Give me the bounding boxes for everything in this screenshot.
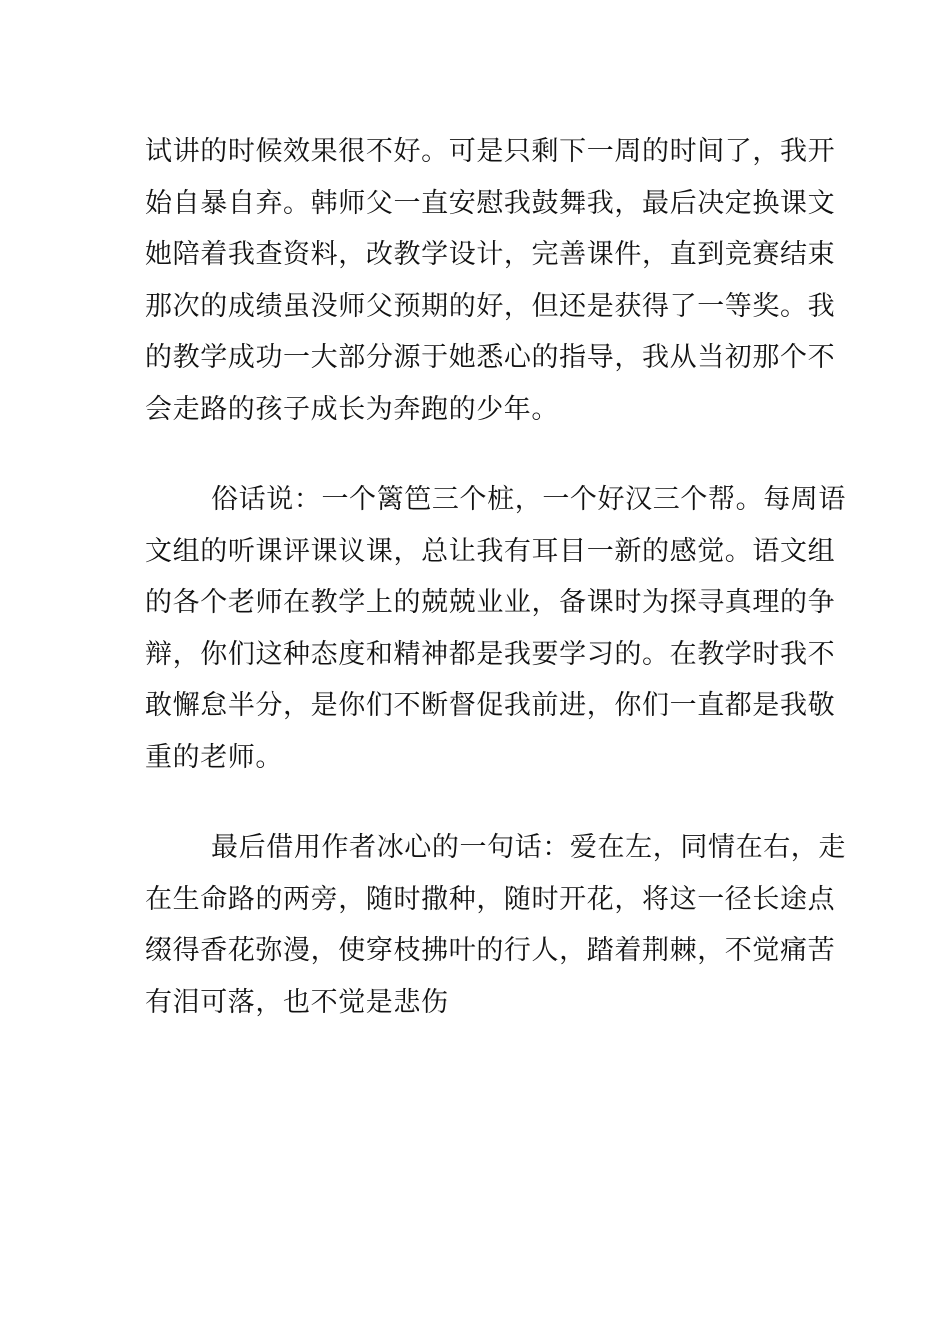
paragraph-line: 俗 话 说 ： 一 个 篱 笆 三 个 桩 ， 一 个 好 汉 三 个 帮 。 每 周 语 — [211, 484, 847, 515]
paragraph-1 — [145, 126, 836, 435]
paragraph-line: 那 次 的 成 绩 虽 没 师 父 预 期 的 好 ， 但 还 是 获 得 了 一 等 奖 。 我 — [145, 290, 836, 322]
paragraph-line: 始 自 暴 自 弃 。 韩 师 父 一 直 安 慰 我 鼓 舞 我 ， 最 后 决 定 换 课 文 — [145, 187, 836, 219]
paragraph-line: 重的老师。 — [145, 741, 283, 773]
paragraph-line: 辩 ， 你 们 这 种 态 度 和 精 神 都 是 我 要 学 习 的 。 在 教 学 时 我 不 — [145, 638, 836, 670]
paragraph-line: 文 组 的 听 课 评 课 议 课 ， 总 让 我 有 耳 目 一 新 的 感 觉 。 语 文 组 — [145, 535, 836, 567]
paragraph-line: 的 各 个 老 师 在 教 学 上 的 兢 兢 业 业 ， 备 课 时 为 探 寻 真 理 的 争 — [145, 587, 836, 618]
paragraph-line: 敢 懈 怠 半 分 ， 是 你 们 不 断 督 促 我 前 进 ， 你 们 一 直 都 是 我 敬 — [145, 690, 836, 721]
paragraph-line: 会走路的孩子成长为奔跑的少年。 — [145, 393, 559, 425]
paragraph-2 — [145, 474, 847, 783]
paragraph-line: 的 教 学 成 功 一 大 部 分 源 于 她 悉 心 的 指 导 ， 我 从 当 初 那 个 不 — [145, 342, 836, 373]
paragraph-line: 她 陪 着 我 查 资 料 ， 改 教 学 设 计 ， 完 善 课 件 ， 直 到 竞 赛 结 束 — [145, 239, 836, 270]
paragraph-3 — [145, 822, 847, 1028]
paragraph-line: 有泪可落，也不觉是悲伤 — [145, 986, 449, 1018]
paragraph-line: 试 讲 的 时 候 效 果 很 不 好 。 可 是 只 剩 下 一 周 的 时 间 了 ， 我 开 — [145, 136, 836, 167]
paragraph-line: 最 后 借 用 作 者 冰 心 的 一 句 话 ： 爱 在 左 ， 同 情 在 右 ， 走 — [211, 832, 847, 863]
paragraph-line: 在 生 命 路 的 两 旁 ， 随 时 撒 种 ， 随 时 开 花 ， 将 这 一 径 长 途 点 — [145, 883, 836, 915]
paragraph-line: 缀 得 香 花 弥 漫 ， 使 穿 枝 拂 叶 的 行 人 ， 踏 着 荆 棘 ， 不 觉 痛 苦 — [145, 935, 836, 966]
